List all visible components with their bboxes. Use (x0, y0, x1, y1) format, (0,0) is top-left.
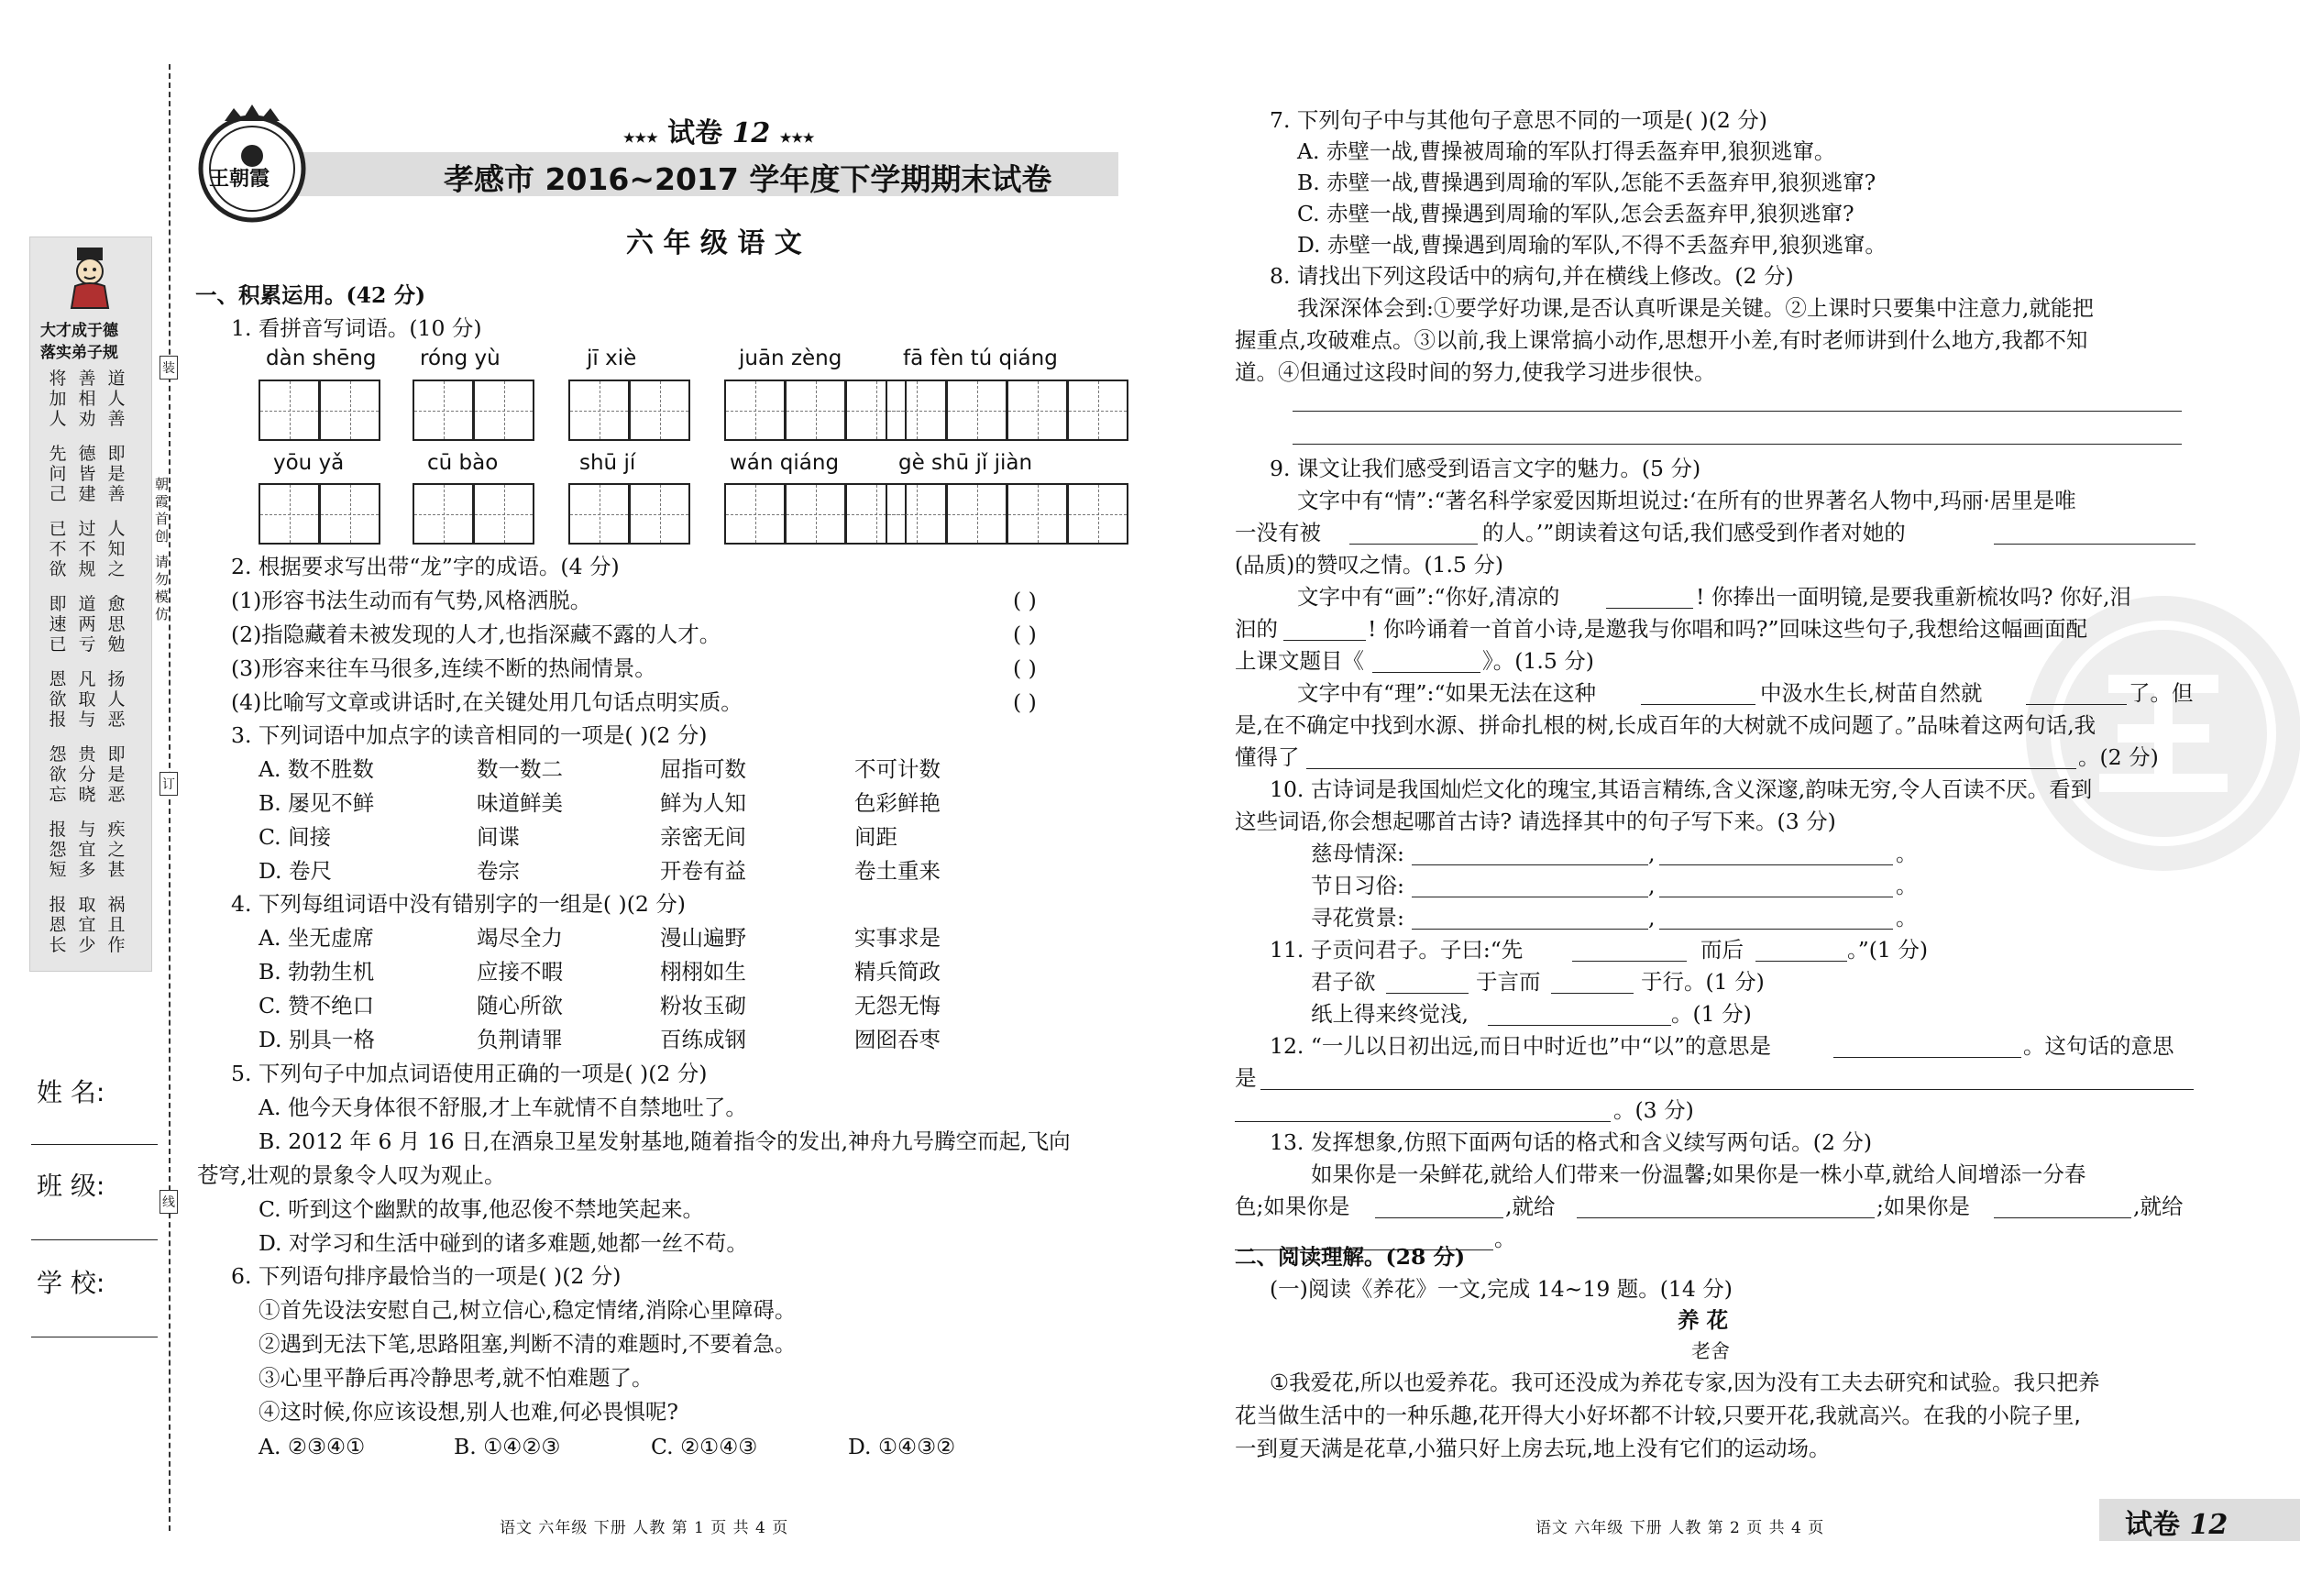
q9-line-1: 文字中有“情”:“著名科学家爱因斯坦说过:‘在所有的世界著名人物中,玛丽·居里是唯 (1297, 488, 2076, 513)
q3_opts-option-cell: 鲜为人知 (660, 790, 746, 816)
q12-blank-1[interactable] (1833, 1057, 2021, 1058)
sidebar-verse-col: 怨欲忘 (49, 744, 67, 805)
q13-line-2c: ;如果你是 (1876, 1194, 1970, 1219)
sidebar-verse-col: 道两亏 (78, 594, 96, 655)
q4_opts-option-cell: 精兵简政 (854, 959, 941, 985)
q6-item-2: ②遇到无法下笔,思路阻塞,判断不清的难题时,不要着急。 (259, 1331, 797, 1357)
q9-line-8: 是,在不确定中找到水源、拼命扎根的树,长成百年的大树就不成问题了。”品味着这两句话,我 (1235, 712, 2096, 738)
q4-prompt: 4. 下列每组词语中没有错别字的一组是( )(2 分) (231, 891, 686, 917)
name-label: 姓 名: (37, 1077, 105, 1107)
q12-blank-2[interactable] (1260, 1089, 2194, 1090)
q9-line-9a: 懂得了 (1235, 744, 1300, 770)
q3_opts-option-cell: B. 屡见不鲜 (259, 790, 375, 816)
writing-box[interactable] (1007, 483, 1068, 545)
q9-line-5b: ! 你吟诵着一首首小诗,是邀我与你唱和吗?”回味这些句子,我想给这幅画面配 (1368, 616, 2087, 642)
reading-author: 老舍 (1691, 1340, 1730, 1362)
warn-text: 朝霞首创 请勿模仿 (153, 477, 170, 624)
q13-line-3: 。 (1494, 1226, 1516, 1251)
paper-number (623, 110, 814, 150)
q9-line-4b: ! 你捧出一面明镜,是要我重新梳妆吗? 你好,泪 (1696, 584, 2131, 610)
pinyin-1-3: jī xiè (587, 347, 637, 370)
reading-title: 养 花 (1678, 1307, 1729, 1333)
reading-paragraph-line-2: 花当做生活中的一种乐趣,花开得大小好坏都不计较,只要开花,我就高兴。在我的小院子里, (1235, 1403, 2081, 1428)
q3_opts-option-cell: C. 间接 (259, 824, 332, 850)
writing-box[interactable] (473, 380, 534, 441)
q7-option-b: B. 赤壁一战,曹操遇到周瑜的军队,怎能不丢盔弃甲,狼狈逃窜? (1297, 170, 1876, 195)
q9-blank-1[interactable] (1349, 544, 1478, 545)
q5-option-b-line1: B. 2012 年 6 月 16 日,在酒泉卫星发射基地,随着指令的发出,神舟九号腾空而起,飞向 (259, 1128, 1071, 1154)
q10-period: 。 (1896, 905, 1918, 930)
class-field[interactable] (31, 1239, 158, 1240)
sidebar-verse-col: 恩欲报 (49, 669, 67, 730)
sidebar-verse-col: 取宜少 (78, 895, 96, 955)
q2-item-4: (4)比喻写文章或讲话时,在关键处用几句话点明实质。 (231, 689, 743, 715)
q12-line-2: 是 (1235, 1065, 1257, 1091)
q11-blank-2[interactable] (1755, 961, 1847, 962)
reading-paragraph-line-3: 一到夏天满是花草,小猫只好上房去玩,地上没有它们的运动场。 (1235, 1436, 1831, 1461)
q3_opts-option-cell: 不可计数 (854, 756, 941, 782)
q4_opts-option-cell: 实事求是 (854, 925, 941, 951)
writing-box[interactable] (1067, 380, 1128, 441)
q5-prompt: 5. 下列句子中加点词语使用正确的一项是( )(2 分) (231, 1061, 708, 1086)
page-tag-text: 试卷 (2125, 1509, 2180, 1541)
q11-line-3b: 。(1 分) (1671, 1001, 1752, 1027)
pinyin-1-4: juān zèng (739, 347, 842, 370)
writing-box[interactable] (629, 380, 690, 441)
q4_opts-option-cell: 囫囵吞枣 (854, 1027, 941, 1052)
q2-answer-2[interactable]: ( ) (1013, 622, 1037, 647)
q9-blank-2[interactable] (1994, 544, 2195, 545)
q10-period: 。 (1896, 873, 1918, 898)
sidebar-verse-col: 贵分晓 (78, 744, 96, 805)
q13-prompt: 13. 发挥想象,仿照下面两句话的格式和含义续写两句话。(2 分) (1270, 1129, 1873, 1155)
q10-item-1: 慈母情深: (1311, 841, 1404, 866)
q13-line-2d: ,就给 (2133, 1194, 2184, 1219)
sidebar-verse-col: 将加人 (49, 369, 67, 429)
name-field[interactable] (31, 1144, 158, 1145)
q11-blank-4[interactable] (1551, 993, 1634, 994)
q11-line-2a: 君子欲 (1311, 969, 1376, 995)
q11-line-3a: 纸上得来终觉浅, (1311, 1001, 1469, 1027)
q4_opts-option-cell: A. 坐无虚席 (259, 925, 374, 951)
q4_opts-option-cell: 漫山遍野 (660, 925, 746, 951)
q10-blank[interactable] (1412, 929, 1648, 930)
q2-item-1: (1)形容书法生动而有气势,风格洒脱。 (231, 588, 592, 613)
q3_opts-option-cell: 间谍 (477, 824, 520, 850)
q7-option-d: D. 赤壁一战,曹操遇到周瑜的军队,不得不丢盔弃甲,狼狈逃窜。 (1297, 232, 1887, 258)
page-tag-label (2125, 1502, 2228, 1542)
q5-option-b-line2: 苍穹,壮观的景象令人叹为观止。 (197, 1162, 506, 1188)
q10-blank[interactable] (1412, 864, 1648, 865)
fold-mark-2: 订 (160, 772, 178, 796)
sidebar-verse-col: 过不规 (78, 519, 96, 579)
writing-box[interactable] (785, 380, 846, 441)
q3-prompt: 3. 下列词语中加点字的读音相同的一项是( )(2 分) (231, 722, 708, 748)
page-title: 孝感市 2016~2017 学年度下学期期末试卷 (444, 161, 1052, 197)
sidebar-verse-col: 人知之 (107, 519, 126, 579)
writing-box[interactable] (319, 483, 380, 545)
sidebar-verse-col: 报恩长 (49, 895, 67, 955)
q9-line-6a: 上课文题目《 (1235, 648, 1364, 674)
q10-period: 。 (1896, 841, 1918, 866)
q12-line-1a: 12. “一儿以日初出远,而日中时近也”中“以”的意思是 (1270, 1033, 1771, 1059)
q3_opts-option-cell: 色彩鲜艳 (854, 790, 941, 816)
q3_opts-option-cell: 味道鲜美 (477, 790, 563, 816)
reading-intro: (一)阅读《养花》一文,完成 14~19 题。(14 分) (1270, 1276, 1733, 1302)
pinyin-2-5: gè shū jǐ jiàn (898, 451, 1033, 475)
q5-option-c: C. 听到这个幽默的故事,他忍俊不禁地笑起来。 (259, 1196, 705, 1222)
q10-line-2: 这些词语,你会想起哪首古诗? 请选择其中的句子写下来。(3 分) (1235, 809, 1836, 834)
stars-right: ★★★ (779, 131, 815, 146)
q9-line-7a: 文字中有“理”:“如果无法在这种 (1297, 680, 1596, 706)
q2-prompt: 2. 根据要求写出带“龙”字的成语。(4 分) (231, 554, 620, 579)
q9-line-3: (品质)的赞叹之情。(1.5 分) (1235, 552, 1504, 578)
writing-box[interactable] (1067, 483, 1128, 545)
q9-line-7b: 中汲水生长,树苗自然就 (1760, 680, 1983, 706)
q13-blank-1[interactable] (1375, 1217, 1503, 1218)
q2-item-3: (3)形容来往车马很多,连续不断的热闹情景。 (231, 655, 656, 681)
cartoon-figure-icon (57, 246, 123, 310)
q3_opts-option-cell: 数一数二 (477, 756, 563, 782)
q6-option-b: B. ①④②③ (454, 1434, 561, 1459)
pinyin-1-5: fā fèn tú qiáng (903, 347, 1058, 370)
writing-box[interactable] (724, 380, 786, 441)
q10-blank[interactable] (1659, 864, 1893, 865)
writing-box[interactable] (259, 380, 320, 441)
footer-right: 语文 六年级 下册 人教 第 2 页 共 4 页 (1535, 1519, 1825, 1537)
q11-line-1c: 。”(1 分) (1847, 937, 1929, 963)
sidebar-motto-2: 落实弟子规 (40, 344, 118, 362)
writing-box[interactable] (568, 483, 630, 545)
reading-paragraph-line-1: ①我爱花,所以也爱养花。我可还没成为养花专家,因为没有工夫去研究和试验。我只把养 (1270, 1370, 2100, 1395)
writing-box[interactable] (413, 380, 474, 441)
q4_opts-option-cell: 负荆请罪 (477, 1027, 563, 1052)
q4_opts-option-cell: C. 赞不绝口 (259, 993, 375, 1018)
q8-line-3: 道。④但通过这段时间的努力,使我学习进步很快。 (1235, 359, 1716, 385)
q9-blank-5[interactable] (1372, 672, 1480, 673)
pinyin-2-2: cū bào (427, 451, 499, 475)
q4_opts-option-cell: 竭尽全力 (477, 925, 563, 951)
sidebar-verse-col: 即速已 (49, 594, 67, 655)
q10-comma: , (1648, 905, 1656, 930)
q11-blank-1[interactable] (1572, 961, 1687, 962)
writing-box[interactable] (319, 380, 380, 441)
q4_opts-option-cell: 无怨无悔 (854, 993, 941, 1018)
q5-option-d: D. 对学习和生活中碰到的诸多难题,她都一丝不苟。 (259, 1230, 748, 1256)
q2-answer-1[interactable]: ( ) (1013, 588, 1037, 613)
q3_opts-option-cell: 开卷有益 (660, 858, 746, 884)
q13-line-2b: ,就给 (1505, 1194, 1556, 1219)
q1-prompt: 1. 看拼音写词语。(10 分) (231, 315, 482, 341)
q9-line-4a: 文字中有“画”:“你好,清凉的 (1297, 584, 1560, 610)
sidebar-verse-col: 先问己 (49, 444, 67, 504)
q9-blank-7[interactable] (2026, 704, 2127, 705)
q2-answer-3[interactable]: ( ) (1013, 655, 1037, 681)
q9-blank-3[interactable] (1606, 608, 1693, 609)
q7-prompt: 7. 下列句子中与其他句子意思不同的一项是( )(2 分) (1270, 107, 1767, 133)
q3_opts-option-cell: 卷宗 (477, 858, 520, 884)
q3_opts-option-cell: 间距 (854, 824, 897, 850)
pinyin-2-1: yōu yǎ (273, 451, 345, 475)
q6-option-a: A. ②③④① (259, 1434, 366, 1459)
q3_opts-option-cell: 屈指可数 (660, 756, 746, 782)
writing-box[interactable] (259, 483, 320, 545)
q11-line-2b: 于言而 (1476, 969, 1541, 995)
q12-line-1b: 。这句话的意思 (2023, 1033, 2174, 1059)
q4_opts-option-cell: 随心所欲 (477, 993, 563, 1018)
class-label: 班 级: (37, 1171, 105, 1201)
part2-heading: 二、阅读理解。(28 分) (1235, 1244, 1466, 1270)
q10-blank[interactable] (1659, 929, 1893, 930)
q11-blank-5[interactable] (1488, 1025, 1671, 1026)
sidebar-verse-col: 道人善 (107, 369, 126, 429)
sidebar-verse-col: 即是善 (107, 444, 126, 504)
stars-left: ★★★ (623, 131, 658, 146)
q11-line-1b: 而后 (1700, 937, 1744, 963)
sidebar-motto-1: 大才成于德 (40, 322, 118, 340)
sidebar-verse-col: 即是恶 (107, 744, 126, 805)
sidebar-verse-col: 凡取与 (78, 669, 96, 730)
q11-line-2c: 于行。(1 分) (1641, 969, 1765, 995)
q10-item-3: 寻花赏景: (1311, 905, 1404, 930)
q8-answer-line-1[interactable] (1293, 411, 2182, 412)
school-label: 学 校: (37, 1268, 105, 1298)
sidebar-verse-col: 报怨短 (49, 820, 67, 880)
q7-option-a: A. 赤壁一战,曹操被周瑜的军队打得丢盔弃甲,狼狈逃窜。 (1297, 138, 1836, 164)
sidebar-verse-col: 祸且作 (107, 895, 126, 955)
q6-item-4: ④这时候,你应该设想,别人也难,何必畏惧呢? (259, 1399, 679, 1425)
pinyin-2-4: wán qiáng (730, 451, 840, 475)
writing-box[interactable] (629, 483, 690, 545)
writing-box[interactable] (946, 380, 1007, 441)
fold-mark-1: 装 (160, 356, 178, 380)
q4_opts-option-cell: 百练成钢 (660, 1027, 746, 1052)
q11-blank-3[interactable] (1386, 993, 1469, 994)
writing-box[interactable] (724, 483, 786, 545)
writing-box[interactable] (413, 483, 474, 545)
q12-blank-3[interactable] (1235, 1121, 1611, 1122)
fold-line (169, 64, 171, 1531)
pinyin-1-2: róng yù (420, 347, 501, 370)
q9-line-6b: 》。(1.5 分) (1482, 648, 1594, 674)
q6-item-1: ①首先设法安慰自己,树立信心,稳定情绪,消除心里障碍。 (259, 1297, 797, 1323)
writing-box[interactable] (1007, 380, 1068, 441)
fold-mark-3: 线 (160, 1190, 178, 1214)
writing-box[interactable] (473, 483, 534, 545)
pinyin-2-3: shū jí (579, 451, 636, 475)
q6-option-c: C. ②①④③ (651, 1434, 758, 1459)
q8-line-1: 我深深体会到:①要学好功课,是否认真听课是关键。②上课时只要集中注意力,就能把 (1297, 295, 2094, 321)
q2-answer-4[interactable]: ( ) (1013, 689, 1037, 715)
q10-line-1: 10. 古诗词是我国灿烂文化的瑰宝,其语言精练,含义深邃,韵味无穷,令人百读不厌。看到 (1270, 776, 2093, 802)
q9-line-2a: 一没有被 (1235, 520, 1321, 545)
q2-item-2: (2)指隐藏着未被发现的人才,也指深藏不露的人才。 (231, 622, 721, 647)
pinyin-1-1: dàn shēng (266, 347, 377, 370)
sidebar-verse-col: 扬人恶 (107, 669, 126, 730)
footer-left: 语文 六年级 下册 人教 第 1 页 共 4 页 (500, 1519, 789, 1537)
q5-option-a: A. 他今天身体很不舒服,才上车就情不自禁地吐了。 (259, 1095, 747, 1120)
q13-blank-2[interactable] (1577, 1217, 1875, 1218)
q4_opts-option-cell: D. 别具一格 (259, 1027, 375, 1052)
q3_opts-option-cell: A. 数不胜数 (259, 756, 374, 782)
paper-label: 试卷 (667, 117, 723, 149)
sidebar-verse-col: 德皆建 (78, 444, 96, 504)
q4_opts-option-cell: 粉妆玉砌 (660, 993, 746, 1018)
q9-blank-4[interactable] (1283, 640, 1366, 641)
q13-line-1: 如果你是一朵鲜花,就给人们带来一份温馨;如果你是一株小草,就给人间增添一分春 (1311, 1161, 2086, 1187)
paper-num: 12 (732, 117, 771, 149)
q11-line-1a: 11. 子贡问君子。子曰:“先 (1270, 937, 1524, 963)
sidebar-verse-col: 愈思勉 (107, 594, 126, 655)
q3_opts-option-cell: 卷土重来 (854, 858, 941, 884)
q10-comma: , (1648, 841, 1656, 866)
q9-blank-8[interactable] (1306, 768, 2076, 769)
q9-line-2b: 的人。’”朗读着这句话,我们感受到作者对她的 (1482, 520, 1906, 545)
writing-box[interactable] (568, 380, 630, 441)
page-tag-number: 12 (2189, 1509, 2228, 1541)
sidebar-verse-col: 疾之甚 (107, 820, 126, 880)
q4_opts-option-cell: 应接不暇 (477, 959, 563, 985)
q9-line-9b: 。(2 分) (2078, 744, 2159, 770)
q8-line-2: 握重点,攻破难点。③以前,我上课常搞小动作,思想开小差,有时老师讲到什么地方,我都不知 (1235, 327, 2088, 353)
q9-prompt: 9. 课文让我们感受到语言文字的魅力。(5 分) (1270, 456, 1701, 481)
q13-line-2a: 色;如果你是 (1235, 1194, 1350, 1219)
q6-option-d: D. ①④③② (848, 1434, 956, 1459)
logo-text: 王朝霞 (209, 167, 270, 191)
q8-prompt: 8. 请找出下列这段话中的病句,并在横线上修改。(2 分) (1270, 263, 1794, 289)
q12-line-3: 。(3 分) (1613, 1097, 1694, 1123)
writing-box[interactable] (886, 483, 947, 545)
q4_opts-option-cell: B. 勃勃生机 (259, 959, 375, 985)
q8-answer-line-2[interactable] (1293, 444, 2182, 445)
writing-box[interactable] (946, 483, 1007, 545)
writing-box[interactable] (785, 483, 846, 545)
q7-option-c: C. 赤壁一战,曹操遇到周瑜的军队,怎会丢盔弃甲,狼狈逃窜? (1297, 201, 1854, 226)
sidebar-verse-col: 已不欲 (49, 519, 67, 579)
q10-item-2: 节日习俗: (1311, 873, 1404, 898)
sidebar-verse-col: 与宜多 (78, 820, 96, 880)
q6-item-3: ③心里平静后再冷静思考,就不怕难题了。 (259, 1365, 654, 1391)
writing-box[interactable] (886, 380, 947, 441)
q9-line-5a: 汩的 (1235, 616, 1278, 642)
q9-blank-6[interactable] (1641, 704, 1755, 705)
q3_opts-option-cell: D. 卷尺 (259, 858, 332, 884)
q3_opts-option-cell: 亲密无间 (660, 824, 746, 850)
q13-blank-3[interactable] (1994, 1217, 2131, 1218)
q10-comma: , (1648, 873, 1656, 898)
sidebar-verse-col: 善相劝 (78, 369, 96, 429)
q6-prompt: 6. 下列语句排序最恰当的一项是( )(2 分) (231, 1263, 622, 1289)
part1-heading: 一、积累运用。(42 分) (195, 282, 426, 308)
subject-title: 六 年 级 语 文 (626, 227, 802, 259)
q4_opts-option-cell: 栩栩如生 (660, 959, 746, 985)
q9-line-7c: 了。但 (2129, 680, 2194, 706)
